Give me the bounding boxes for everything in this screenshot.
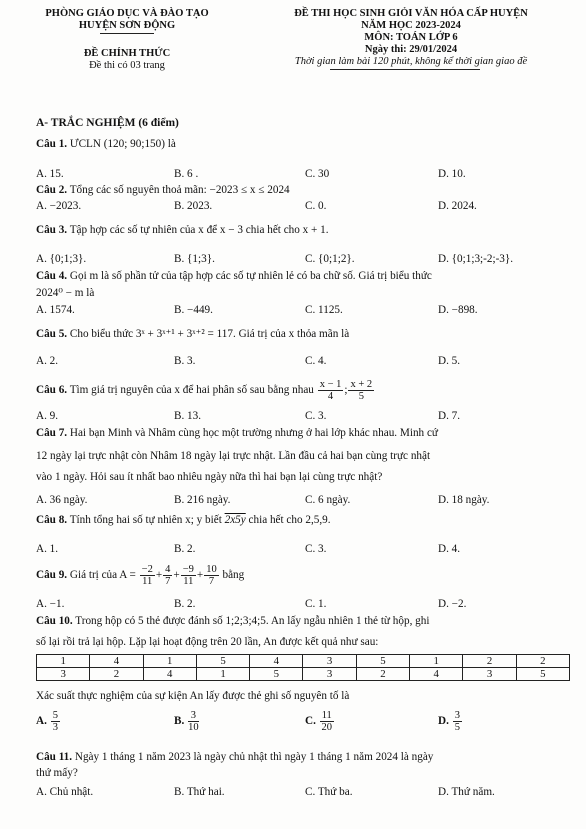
q5-option-a[interactable]: A. 2.	[36, 355, 59, 367]
q6-option-b[interactable]: B. 13.	[174, 410, 202, 422]
q3-option-b[interactable]: B. {1;3}.	[174, 253, 215, 265]
section-title: A- TRẮC NGHIỆM (6 điểm)	[36, 117, 179, 129]
question-8: Câu 8. Tính tổng hai số tự nhiên x; y biết 2x5y chia hết cho 2,5,9.	[36, 514, 331, 526]
q9-option-a[interactable]: A. −1.	[36, 598, 65, 610]
question-5: Câu 5. Cho biểu thức 3ˣ + 3ˣ⁺¹ + 3ˣ⁺² = 117. Giá trị của x thỏa mãn là	[36, 328, 350, 340]
table-row: 3 2 4 1 5 3 2 4 3 5	[37, 668, 570, 681]
q9-option-b[interactable]: B. 2.	[174, 598, 196, 610]
q6-option-c[interactable]: C. 3.	[305, 410, 327, 422]
question-10-line3: Xác suất thực nghiệm của sự kiện An lấy được thẻ ghi số nguyên tố là	[36, 690, 350, 702]
school-year: NĂM HỌC 2023-2024	[361, 20, 461, 31]
question-6: Câu 6. Tìm giá trị nguyên của x để hai phân số sau bằng nhau $\frac{x - 1}{4}$ ; $\frac{x + 2}{5}$	[36, 378, 373, 402]
q7-option-c[interactable]: C. 6 ngày.	[305, 494, 351, 506]
question-10: Câu 10. Trong hộp có 5 thẻ được đánh số 1;2;3;4;5. An lấy ngẫu nhiên 1 thẻ từ hộp, ghi	[36, 615, 430, 627]
q10-option-d[interactable]: D. $\frac{3}{5}$	[438, 710, 460, 733]
q1-option-d[interactable]: D. 10.	[438, 168, 466, 180]
q10-option-c[interactable]: C. $\frac{11}{20}$	[305, 710, 332, 733]
q10-option-a[interactable]: A. $\frac{5}{3}$	[36, 710, 58, 733]
q11-option-b[interactable]: B. Thứ hai.	[174, 786, 225, 798]
results-table	[36, 654, 570, 681]
department-name: PHÒNG GIÁO DỤC VÀ ĐÀO TẠO	[45, 8, 209, 19]
q1-option-a[interactable]: A. 15.	[36, 168, 64, 180]
question-7-line3: vào 1 ngày. Hỏi sau ít nhất bao nhiêu ngày nữa thì hai bạn lại cùng trực nhật?	[36, 471, 383, 483]
q3-option-a[interactable]: A. {0;1;3}.	[36, 253, 87, 265]
question-7-line2: 12 ngày lại trực nhật còn Nhâm 18 ngày lại trực nhật. Lần đầu cả hai bạn cùng trực nhật	[36, 450, 431, 462]
q8-option-a[interactable]: A. 1.	[36, 543, 59, 555]
q2-option-a[interactable]: A. −2023.	[36, 200, 82, 212]
question-7: Câu 7. Hai bạn Minh và Nhâm cùng học một trường nhưng ở hai lớp khác nhau. Minh cứ	[36, 427, 438, 439]
question-9: Câu 9. Giá trị của A = $\frac{-2}{11}$ + $\frac{4}{7}$ + $\frac{-9}{11}$ + $\frac{10}{7}$ bằng	[36, 563, 245, 587]
q5-option-b[interactable]: B. 3.	[174, 355, 196, 367]
q6-option-d[interactable]: D. 7.	[438, 410, 461, 422]
q8-option-b[interactable]: B. 2.	[174, 543, 196, 555]
question-10-line2: số lại rồi trả lại hộp. Lặp lại hoạt động trên 20 lần, An được kết quả như sau:	[36, 636, 379, 648]
q4-option-a[interactable]: A. 1574.	[36, 304, 75, 316]
q7-option-a[interactable]: A. 36 ngày.	[36, 494, 88, 506]
question-11: Câu 11. Ngày 1 tháng 1 năm 2023 là ngày chủ nhật thì ngày 1 tháng 1 năm 2024 là ngày	[36, 751, 434, 763]
exam-date: Ngày thi: 29/01/2024	[364, 44, 458, 55]
q6-option-a[interactable]: A. 9.	[36, 410, 59, 422]
q1-option-b[interactable]: B. 6 .	[174, 168, 199, 180]
q4-option-d[interactable]: D. −898.	[438, 304, 478, 316]
q7-option-b[interactable]: B. 216 ngày.	[174, 494, 231, 506]
question-11-cont: thứ mấy?	[36, 767, 78, 779]
q11-option-c[interactable]: C. Thứ ba.	[305, 786, 353, 798]
question-3: Câu 3. Tập hợp các số tự nhiên của x để x − 3 chia hết cho x + 1.	[36, 224, 329, 236]
q2-option-b[interactable]: B. 2023.	[174, 200, 213, 212]
q8-option-c[interactable]: C. 3.	[305, 543, 327, 555]
fraction-2: $\frac{x + 2}{5}$	[350, 378, 373, 402]
district-name: HUYỆN SƠN ĐỘNG	[78, 20, 176, 31]
q3-option-c[interactable]: C. {0;1;2}.	[305, 253, 355, 265]
table-row: 1 4 1 5 4 3 5 1 2 2	[37, 655, 570, 668]
exam-duration: Thời gian làm bài 120 phút, không kể thời gian giao đề	[294, 56, 528, 67]
q3-option-d[interactable]: D. {0;1;3;-2;-3}.	[438, 253, 514, 265]
question-1: Câu 1. ƯCLN (120; 90;150) là	[36, 138, 176, 150]
q9-option-c[interactable]: C. 1.	[305, 598, 327, 610]
q11-option-a[interactable]: A. Chủ nhật.	[36, 786, 94, 798]
q5-option-d[interactable]: D. 5.	[438, 355, 461, 367]
q9-option-d[interactable]: D. −2.	[438, 598, 467, 610]
q10-option-b[interactable]: B. $\frac{3}{10}$	[174, 710, 199, 733]
q4-option-c[interactable]: C. 1125.	[305, 304, 343, 316]
page-count: Đề thi có 03 trang	[89, 60, 165, 71]
q7-option-d[interactable]: D. 18 ngày.	[438, 494, 490, 506]
q4-option-b[interactable]: B. −449.	[174, 304, 213, 316]
q1-option-c[interactable]: C. 30	[305, 168, 330, 180]
q2-option-d[interactable]: D. 2024.	[438, 200, 477, 212]
q8-option-d[interactable]: D. 4.	[438, 543, 461, 555]
question-4: Câu 4. Gọi m là số phần tử của tập hợp các số tự nhiên lẻ có ba chữ số. Giá trị biểu thức	[36, 270, 432, 282]
question-4-cont: 2024⁰ − m là	[36, 287, 95, 299]
question-2: Câu 2. Tổng các số nguyên thoả mãn: −2023 ≤ x ≤ 2024	[36, 184, 290, 196]
q5-option-c[interactable]: C. 4.	[305, 355, 327, 367]
exam-title: ĐỀ THI HỌC SINH GIỎI VĂN HÓA CẤP HUYỆN	[294, 8, 528, 19]
fraction-1: $\frac{x - 1}{4}$	[319, 378, 342, 402]
subject: MÔN: TOÁN LỚP 6	[364, 32, 458, 43]
number-2x5y: 2x5y	[224, 514, 246, 526]
q2-option-c[interactable]: C. 0.	[305, 200, 327, 212]
official-label: ĐỀ CHÍNH THỨC	[83, 48, 171, 59]
q11-option-d[interactable]: D. Thứ năm.	[438, 786, 495, 798]
